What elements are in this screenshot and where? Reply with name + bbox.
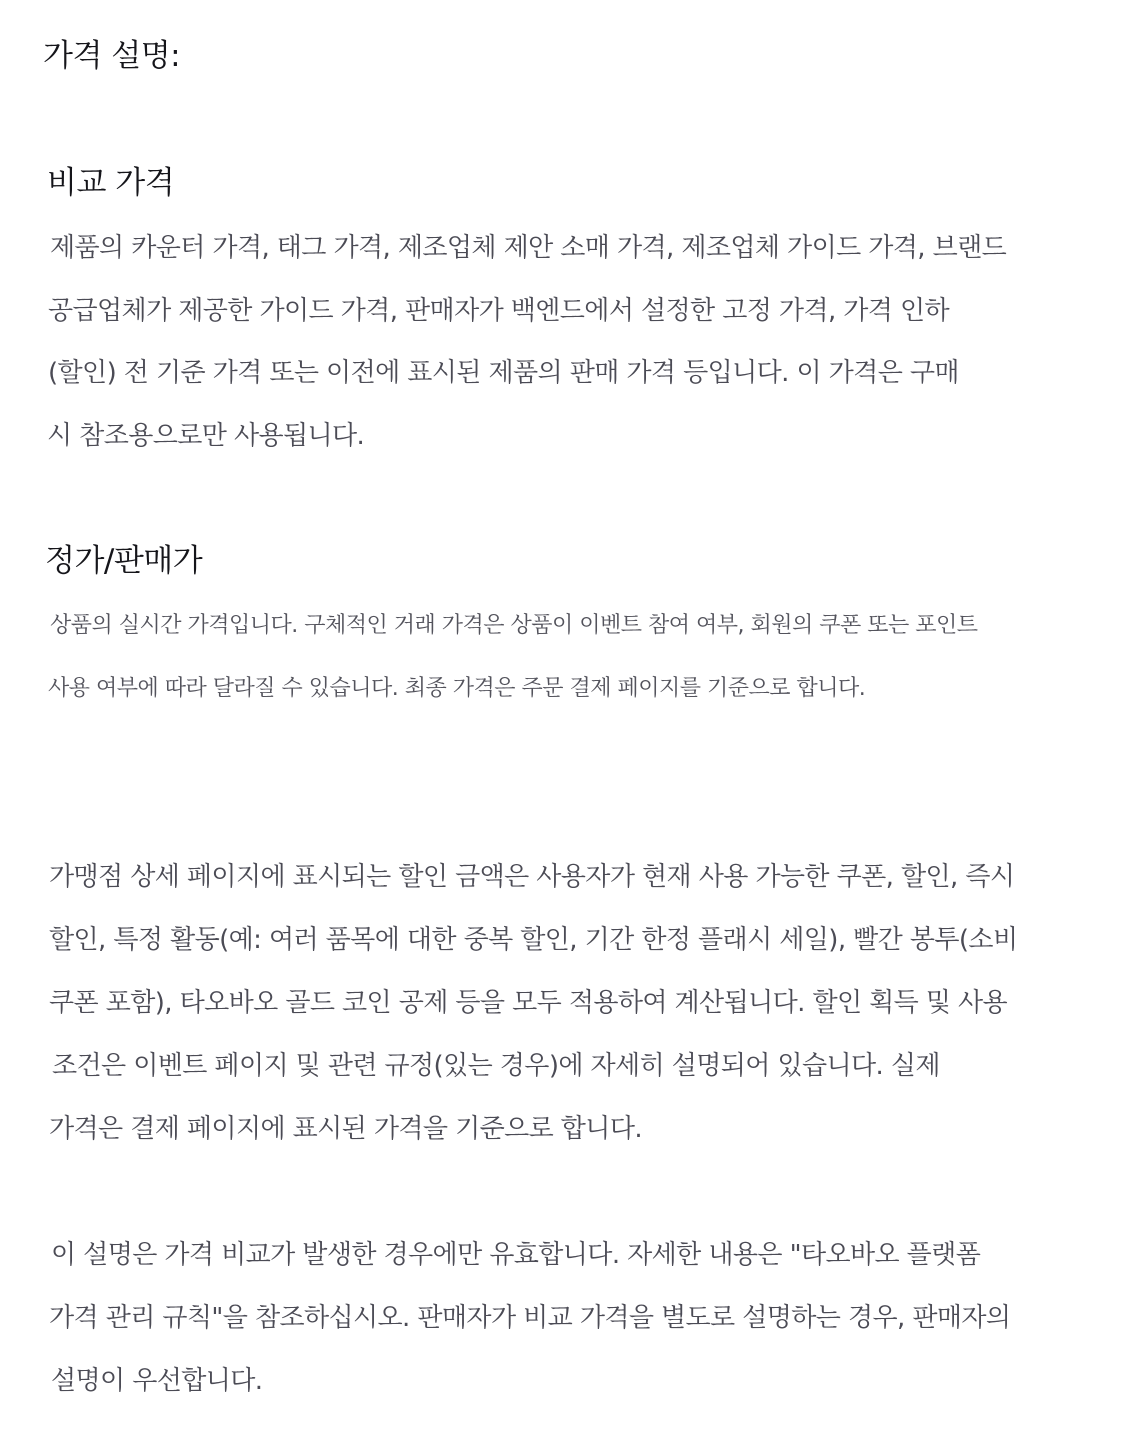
paragraph-line: (할인) 전 기준 가격 또는 이전에 표시된 제품의 판매 가격 등입니다. 이 가격은 구매	[48, 358, 959, 388]
page-title: 가격 설명:	[43, 38, 181, 74]
paragraph-line: 설명이 우선합니다.	[51, 1366, 263, 1396]
paragraph-line: 이 설명은 가격 비교가 발생한 경우에만 유효합니다. 자세한 내용은 "타오바오 플랫폼	[51, 1240, 981, 1270]
paragraph-line: 할인, 특정 활동(예: 여러 품목에 대한 중복 할인, 기간 한정 플래시 세일), 빨간 봉투(소비	[49, 925, 1018, 955]
section-heading-list-price: 정가/판매가	[45, 543, 203, 579]
paragraph-line: 가격 관리 규칙"을 참조하십시오. 판매자가 비교 가격을 별도로 설명하는 경우, 판매자의	[49, 1303, 1011, 1333]
paragraph-line: 사용 여부에 따라 달라질 수 있습니다. 최종 가격은 주문 결제 페이지를 기준으로 합니다.	[48, 676, 866, 701]
paragraph-line: 쿠폰 포함), 타오바오 골드 코인 공제 등을 모두 적용하여 계산됩니다. 할인 획득 및 사용	[49, 988, 1008, 1018]
section-heading-comparison-price: 비교 가격	[47, 165, 175, 201]
paragraph-line: 조건은 이벤트 페이지 및 관련 규정(있는 경우)에 자세히 설명되어 있습니다. 실제	[52, 1051, 940, 1081]
paragraph-line: 가격은 결제 페이지에 표시된 가격을 기준으로 합니다.	[49, 1114, 643, 1144]
paragraph-line: 상품의 실시간 가격입니다. 구체적인 거래 가격은 상품이 이벤트 참여 여부, 회원의 쿠폰 또는 포인트	[50, 613, 978, 638]
paragraph-line: 가맹점 상세 페이지에 표시되는 할인 금액은 사용자가 현재 사용 가능한 쿠폰, 할인, 즉시	[49, 862, 1015, 892]
paragraph-line: 공급업체가 제공한 가이드 가격, 판매자가 백엔드에서 설정한 고정 가격, 가격 인하	[48, 296, 950, 326]
paragraph-line: 제품의 카운터 가격, 태그 가격, 제조업체 제안 소매 가격, 제조업체 가이드 가격, 브랜드	[50, 233, 1007, 263]
paragraph-line: 시 참조용으로만 사용됩니다.	[47, 421, 365, 451]
